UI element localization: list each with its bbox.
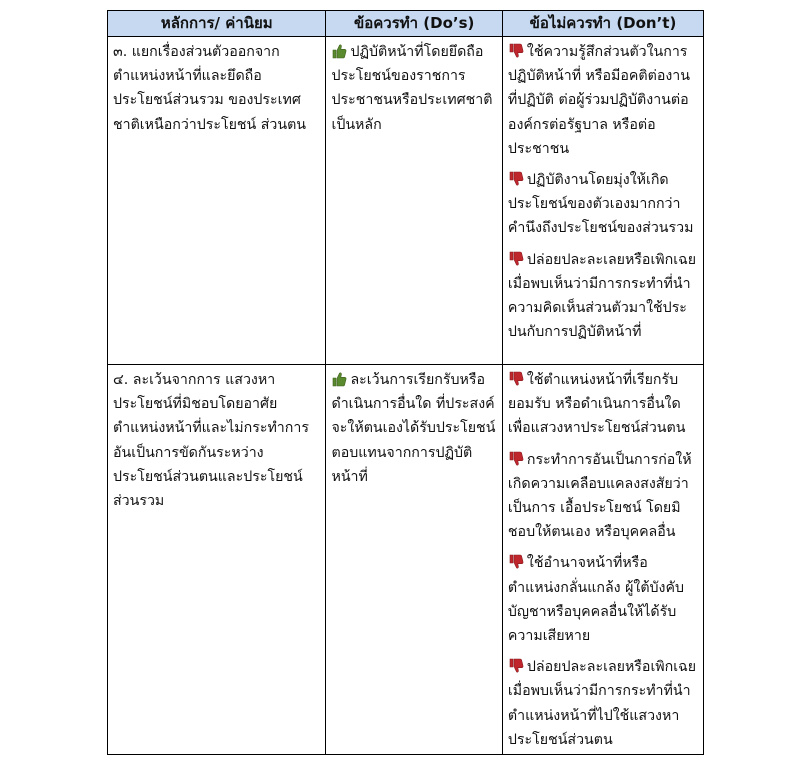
do-text: ละเว้นการเรียกรับหรือดำเนินการอื่นใด ที่ประสงค์จะให้ตนเองได้รับประโยชน์ตอบแทนจากการปฏิบัติหน้าที่ (331, 372, 496, 485)
thumbs-up-icon (331, 43, 347, 59)
thumbs-up-icon (331, 371, 347, 387)
do-text: ปฏิบัติหน้าที่โดยยึดถือประโยชน์ของราชการประชาชนหรือประเทศชาติเป็นหลัก (331, 44, 493, 133)
table-body (108, 37, 704, 755)
principle-text: ๔. ละเว้นจากการ แสวงหาประโยชน์ที่มิชอบโดยอาศัยตำแหน่งหน้าที่และไม่กระทำการอันเป็นการขัดกันระหว่าง ประโยชน์ส่วนตนและประโยชน์ส่วนรวม (113, 372, 309, 510)
thumbs-down-icon (508, 658, 524, 674)
dont-item (508, 551, 698, 648)
principle-cell (108, 37, 326, 365)
do-item (331, 40, 496, 137)
thumbs-down-icon (508, 554, 524, 570)
dont-text: ใช้ตำแหน่งหน้าที่เรียกรับยอมรับ หรือดำเนินการอื่นใดเพื่อแสวงหาประโยชน์ส่วนตน (507, 372, 686, 437)
dont-item (508, 248, 698, 345)
header-row (108, 11, 704, 37)
dont-text: ใช้อำนาจหน้าที่หรือตำแหน่งกลั่นแกล้ง ผู้ใต้บังคับบัญชาหรือบุคคลอื่นให้ได้รับความเสียหาย (507, 555, 684, 645)
donts-cell (502, 365, 703, 755)
principle-text: ๓. แยกเรื่องส่วนตัวออกจากตำแหน่งหน้าที่และยึดถือประโยชน์ส่วนรวม ของประเทศชาติเหนือกว่าประโยชน์ ส่วนตน (113, 44, 307, 133)
dont-item (508, 448, 698, 545)
header-dos: ข้อควรทำ (Do’s) (326, 11, 502, 37)
table-row (108, 37, 704, 365)
thumbs-down-icon (508, 371, 524, 387)
donts-cell (502, 37, 703, 365)
dont-text: ใช้ความรู้สึกส่วนตัวในการปฏิบัติหน้าที่ หรือมีอคติต่องานที่ปฏิบัติ ต่อผู้ร่วมปฏิบัติงานต่อองค์กรต่อรัฐบาล หรือต่อประชาชน (507, 44, 690, 157)
dont-text: กระทำการอันเป็นการก่อให้เกิดความเคลือบแคลงสงสัยว่าเป็นการ เอื้อประโยชน์ โดยมิชอบให้ตนเอง หรือบุคคลอื่น (507, 451, 692, 541)
dont-item (508, 40, 698, 161)
dos-donts-table (107, 10, 704, 755)
dont-text: ปล่อยปละละเลยหรือเพิกเฉยเมื่อพบเห็นว่ามีการกระทำที่นำความคิดเห็นส่วนตัวมาใช้ประปนกับการปฏิบัติหน้าที่ (507, 251, 697, 341)
dont-item (508, 168, 698, 241)
dont-text: ปล่อยปละละเลยหรือเพิกเฉยเมื่อพบเห็นว่ามีการกระทำที่นำตำแหน่งหน้าที่ไปใช้แสวงหาประโยชน์ส่วนตน (507, 659, 697, 748)
dos-cell (326, 365, 502, 755)
table-row (108, 365, 704, 755)
dont-item (508, 655, 698, 752)
thumbs-down-icon (508, 171, 524, 187)
principle-cell (108, 365, 326, 755)
dont-item (508, 368, 698, 441)
table-header (108, 11, 704, 37)
thumbs-down-icon (508, 451, 524, 467)
header-principle: หลักการ/ ค่านิยม (108, 11, 326, 37)
dos-cell (326, 37, 502, 365)
do-item (331, 368, 496, 489)
dont-text: ปฏิบัติงานโดยมุ่งให้เกิดประโยชน์ของตัวเองมากกว่าคำนึงถึงประโยชน์ของส่วนรวม (507, 172, 694, 237)
thumbs-down-icon (508, 43, 524, 59)
thumbs-down-icon (508, 251, 524, 267)
header-donts: ข้อไม่ควรทำ (Don’t) (502, 11, 703, 37)
